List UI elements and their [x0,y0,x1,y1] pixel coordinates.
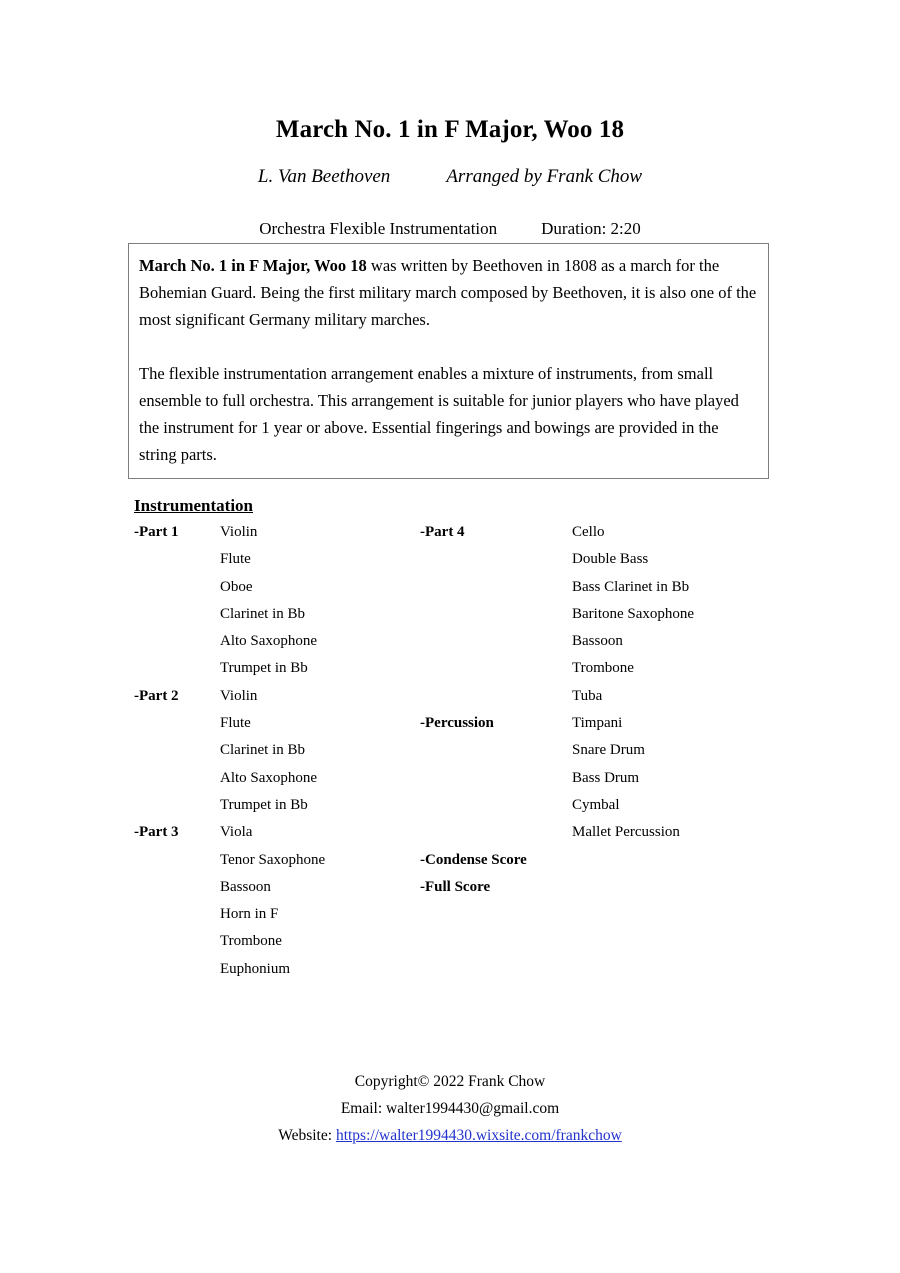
instrumentation-row [134,660,774,687]
instrument-name-left: Alto Saxophone [220,769,318,786]
description-lead-title: March No. 1 in F Major, Woo 18 [139,256,367,275]
instrument-name-left: Trumpet in Bb [220,660,308,677]
instrument-name-left: Trumpet in Bb [220,796,308,813]
instrumentation-list [134,524,774,988]
composer-name: L. Van Beethoven [257,166,391,187]
instrument-name-right: Tuba [572,687,603,704]
instrumentation-row [134,824,774,851]
part-label-right: -Percussion [420,715,494,732]
instrumentation-row [134,961,774,988]
instrumentation-row [134,606,774,633]
part-label-right: -Part 4 [420,524,465,540]
description-paragraph-spacer [139,333,758,360]
instrumentation-row [134,933,774,960]
website-label: Website: [278,1127,336,1144]
instrument-name-left: Violin [220,524,258,540]
part-label-left: -Part 2 [134,687,179,704]
instrument-name-left: Oboe [220,578,253,595]
credits-line [130,166,770,188]
part-label-left: -Part 1 [134,524,179,540]
part-label-right: -Full Score [420,878,491,895]
instrument-name-left: Clarinet in Bb [220,605,305,622]
page-title: March No. 1 in F Major, Woo 18 [275,116,625,143]
duration-label: Duration: 2:20 [541,219,641,238]
instrument-name-right: Baritone Saxophone [572,605,695,622]
email-line: Email: walter1994430@gmail.com [340,1100,560,1117]
instrument-name-right: Mallet Percussion [572,824,680,841]
website-link[interactable]: https://walter1994430.wixsite.com/frankchow [335,1127,622,1144]
description-paragraph-1-rest: was written by Beethoven in 1808 as a march for the Bohemian Guard. Being the first military march composed by Beethoven, it is also one of the most significant Germany military marches. [139,256,757,329]
instrumentation-row [134,797,774,824]
instrumentation-row [134,688,774,715]
arranger-name: Arranged by Frank Chow [446,166,643,187]
instrument-name-left: Viola [220,824,253,841]
part-label-right: -Condense Score [420,851,527,868]
description-paragraph-1 [139,252,758,333]
instrument-name-left: Trombone [220,933,282,950]
instrumentation-row [134,579,774,606]
instrument-name-left: Bassoon [220,878,271,895]
instrumentation-heading: Instrumentation [134,496,254,515]
instrumentation-row [134,633,774,660]
instrument-name-left: Alto Saxophone [220,633,318,650]
ensemble-type: Orchestra Flexible Instrumentation [259,219,498,238]
instrument-name-left: Tenor Saxophone [220,851,326,868]
instrument-name-left: Flute [220,715,251,732]
ensemble-duration-line [130,219,770,239]
instrument-name-right: Bassoon [572,633,623,650]
part-label-left: -Part 3 [134,824,179,841]
instrument-name-left: Euphonium [220,960,290,977]
instrumentation-row [134,524,774,551]
instrument-name-right: Bass Drum [572,769,640,786]
footer [0,1068,900,1149]
instrument-name-left: Clarinet in Bb [220,742,305,759]
instrument-name-left: Flute [220,551,251,568]
instrument-name-left: Violin [220,687,258,704]
instrumentation-row [134,879,774,906]
instrument-name-right: Cymbal [572,796,620,813]
instrumentation-row [134,742,774,769]
instrumentation-row [134,770,774,797]
instrumentation-row [134,715,774,742]
instrument-name-right: Cello [572,524,605,540]
instrumentation-row [134,852,774,879]
instrument-name-right: Trombone [572,660,634,677]
instrument-name-right: Timpani [572,715,623,732]
website-line [0,1122,900,1149]
instrument-name-right: Double Bass [572,551,649,568]
description-paragraph-2: The flexible instrumentation arrangement enables a mixture of instruments, from small ensemble to full orchestra. This arrangement is suitable for junior players who have played the instrument for 1 year or above. Essential fingerings and bowings are provided in the string parts. [139,364,739,464]
instrumentation-row [134,551,774,578]
instrument-name-left: Horn in F [220,906,279,923]
instrument-name-right: Bass Clarinet in Bb [572,578,690,595]
instrument-name-right: Snare Drum [572,742,645,759]
description-box [128,243,769,479]
copyright-line: Copyright© 2022 Frank Chow [354,1073,546,1090]
instrumentation-row [134,906,774,933]
